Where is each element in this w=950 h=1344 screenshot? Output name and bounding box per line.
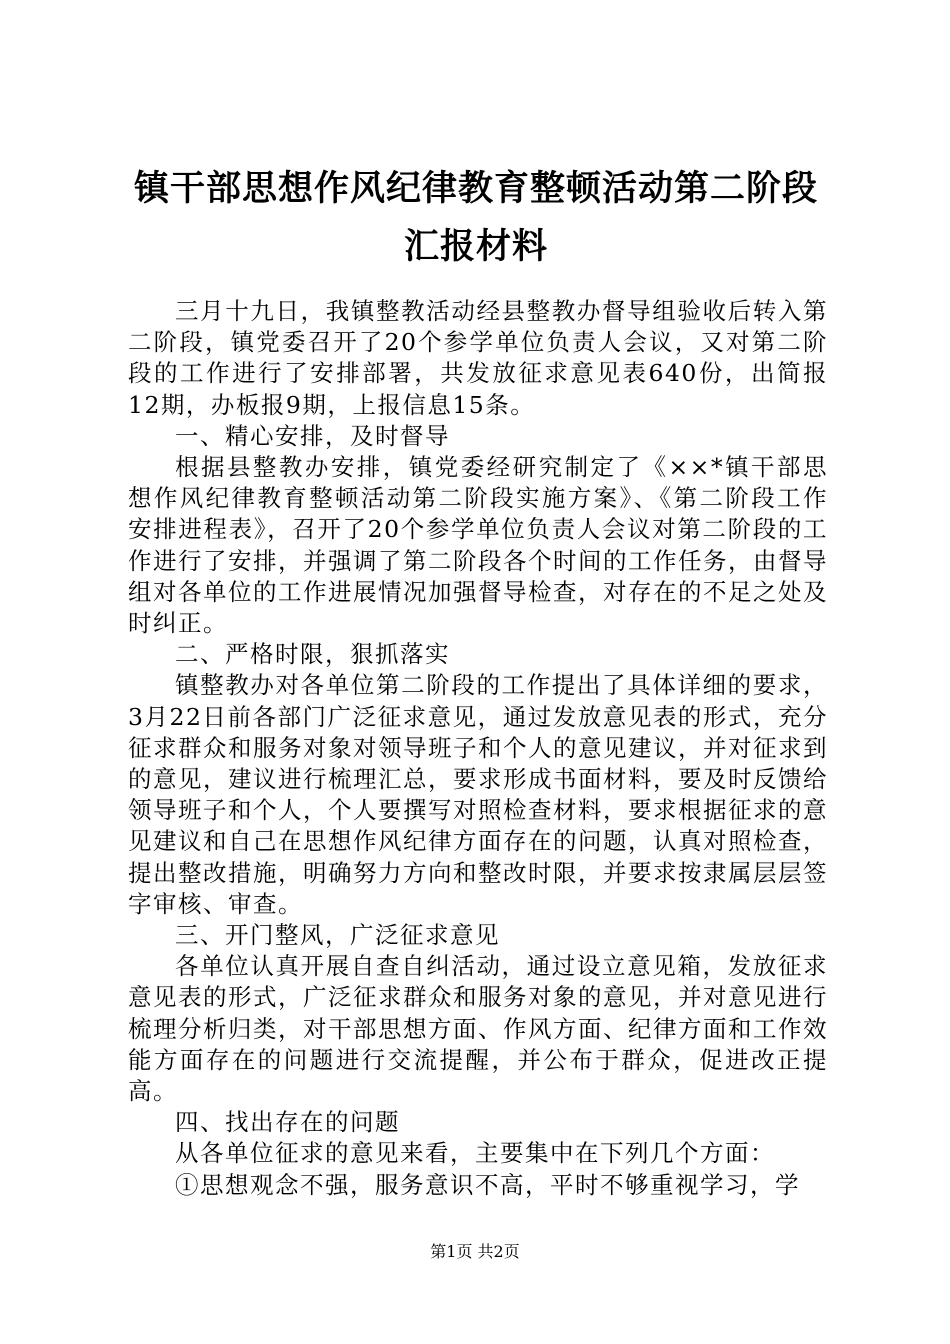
list-item: ①思想观念不强，服务意识不高，平时不够重视学习，学 [175,1170,800,1199]
body-paragraph: 根据县整教办安排，镇党委经研究制定了《××*镇干部思想作风纪律教育整顿活动第二阶段实施方案》、《第二阶段工作安排进程表》，召开了20个参学单位负责人会议对第二阶段的工作进行了安排，并强调了第二阶段各个时间的工作任务，由督导组对各单位的工作进展情况加强督导检查，对存在的不足之处及时纠正。 [128,453,828,638]
section-heading: 一、精心安排，及时督导 [175,421,450,450]
section-heading: 二、严格时限，狠抓落实 [175,640,450,669]
document-title: 镇干部思想作风纪律教育整顿活动第二阶段汇报材料 [133,169,818,267]
body-paragraph: 从各单位征求的意见来看，主要集中在下列几个方面： [175,1139,775,1168]
section-heading: 三、开门整风，广泛征求意见 [175,921,500,950]
body-paragraph: 三月十九日，我镇整教活动经县整教办督导组验收后转入第二阶段，镇党委召开了20个参学单位负责人会议，又对第二阶段的工作进行了安排部署，共发放征求意见表640份，出简报12期，办板报9期，上报信息15条。 [128,297,828,419]
body-paragraph: 各单位认真开展自查自纠活动，通过设立意见箱，发放征求意见表的形式，广泛征求群众和服务对象的意见，并对意见进行梳理分析归类，对干部思想方面、作风方面、纪律方面和工作效能方面存在的问题进行交流提醒，并公布于群众，促进改正提高。 [128,952,828,1106]
document-body [128,296,828,1201]
section-heading: 四、找出存在的问题 [175,1108,400,1137]
page-footer: 第1页 共2页 [430,1242,520,1261]
body-paragraph: 镇整教办对各单位第二阶段的工作提出了具体详细的要求，3月22日前各部门广泛征求意见，通过发放意见表的形式，充分征求群众和服务对象对领导班子和个人的意见建议，并对征求到的意见，建议进行梳理汇总，要求形成书面材料，要及时反馈给领导班子和个人，个人要撰写对照检查材料，要求根据征求的意见建议和自己在思想作风纪律方面存在的问题，认真对照检查，提出整改措施，明确努力方向和整改时限，并要求按隶属层层签字审核、审查。 [128,671,828,918]
